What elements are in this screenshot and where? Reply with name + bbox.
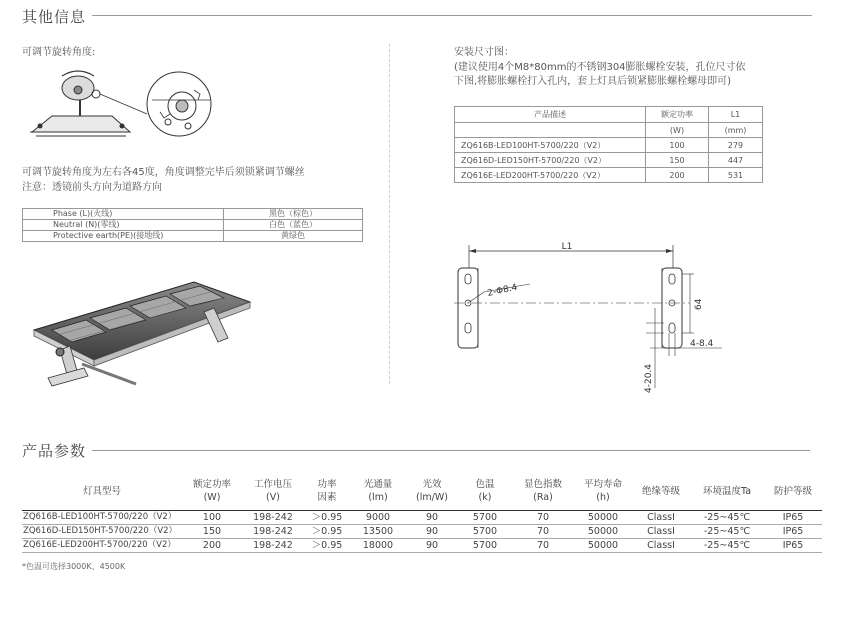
cell-insulation: ClassI bbox=[632, 511, 690, 525]
col-model: 灯具型号 bbox=[22, 472, 182, 511]
size-power: 150 bbox=[646, 153, 709, 168]
angle-title: 可调节旋转角度: bbox=[22, 47, 96, 58]
dim-20-4: 4-20.4 bbox=[644, 363, 654, 393]
size-desc: ZQ616E-LED200HT-5700/220（V2） bbox=[455, 168, 646, 183]
cell-efficacy: 90 bbox=[406, 511, 458, 525]
size-power: 100 bbox=[646, 138, 709, 153]
other-info-title: 其他信息 bbox=[22, 8, 87, 26]
cell-life: 50000 bbox=[574, 525, 632, 539]
product-image bbox=[24, 272, 254, 402]
footnote: *色温可选择3000K、4500K bbox=[22, 562, 126, 571]
size-header-row bbox=[455, 107, 763, 123]
cell-model: ZQ616E-LED200HT-5700/220（V2） bbox=[22, 539, 182, 553]
cell-insulation: ClassI bbox=[632, 525, 690, 539]
size-desc: ZQ616B-LED100HT-5700/220（V2） bbox=[455, 138, 646, 153]
cell-insulation: ClassI bbox=[632, 539, 690, 553]
col-ambient: 环境温度Ta bbox=[690, 472, 764, 511]
size-table bbox=[454, 106, 763, 183]
size-l1: 447 bbox=[709, 153, 763, 168]
hole-dimension: 2-Φ8.4 bbox=[486, 282, 519, 299]
wire-name: Protective earth(PE)(接地线) bbox=[23, 231, 224, 242]
cell-ambient: -25~45℃ bbox=[690, 511, 764, 525]
wiring-row bbox=[23, 220, 363, 231]
col-efficacy: 光效 (lm/W) bbox=[406, 472, 458, 511]
install-line-1: (建议使用4个M8*80mm的不锈钢304膨胀螺栓安装，孔位尺寸依 bbox=[454, 62, 746, 73]
install-line-2: 下图,将膨胀螺栓打入孔内，套上灯具后锁紧膨胀螺栓螺母即可) bbox=[454, 76, 732, 87]
cell-ip: IP65 bbox=[764, 525, 822, 539]
size-l1: 531 bbox=[709, 168, 763, 183]
cell-efficacy: 90 bbox=[406, 525, 458, 539]
params-body bbox=[22, 511, 822, 553]
wiring-row bbox=[23, 231, 363, 242]
direction-notice: 注意：透镜前头方向为道路方向 bbox=[22, 182, 162, 193]
product-params-title: 产品参数 bbox=[22, 442, 87, 460]
angle-note: 可调节旋转角度为左右各45度，角度调整完毕后须锁紧调节螺丝 bbox=[22, 167, 305, 178]
cell-power-factor: ＞0.95 bbox=[304, 511, 350, 525]
cell-power: 150 bbox=[182, 525, 242, 539]
size-unit-l1: (mm) bbox=[709, 123, 763, 138]
cell-cri: 70 bbox=[512, 511, 574, 525]
cell-ip: IP65 bbox=[764, 511, 822, 525]
wire-color: 黑色（棕色） bbox=[224, 209, 363, 220]
col-voltage: 工作电压 (V) bbox=[242, 472, 304, 511]
size-power: 200 bbox=[646, 168, 709, 183]
column-divider bbox=[389, 44, 390, 384]
size-col-l1: L1 bbox=[709, 107, 763, 123]
col-insulation: 绝缘等级 bbox=[632, 472, 690, 511]
cell-flux: 18000 bbox=[350, 539, 406, 553]
rotation-angle-drawing bbox=[22, 64, 222, 148]
size-row bbox=[455, 153, 763, 168]
size-row bbox=[455, 138, 763, 153]
col-cri: 显色指数 (Ra) bbox=[512, 472, 574, 511]
wire-name: Phase (L)(火线) bbox=[23, 209, 224, 220]
col-cct: 色温 (k) bbox=[458, 472, 512, 511]
wire-name: Neutral (N)(零线) bbox=[23, 220, 224, 231]
install-title: 安装尺寸图： bbox=[454, 47, 514, 58]
cell-power-factor: ＞0.95 bbox=[304, 539, 350, 553]
cell-power-factor: ＞0.95 bbox=[304, 525, 350, 539]
wire-color: 白色（蓝色） bbox=[224, 220, 363, 231]
params-table bbox=[22, 472, 822, 553]
cell-ambient: -25~45℃ bbox=[690, 539, 764, 553]
cell-life: 50000 bbox=[574, 539, 632, 553]
l1-label: L1 bbox=[561, 242, 573, 252]
cell-cct: 5700 bbox=[458, 511, 512, 525]
cell-flux: 13500 bbox=[350, 525, 406, 539]
params-row bbox=[22, 525, 822, 539]
cell-ambient: -25~45℃ bbox=[690, 525, 764, 539]
col-life: 平均寿命 (h) bbox=[574, 472, 632, 511]
size-col-power: 额定功率 bbox=[646, 107, 709, 123]
col-power: 额定功率 (W) bbox=[182, 472, 242, 511]
dim-8-4: 4-8.4 bbox=[690, 339, 714, 349]
wiring-row bbox=[23, 209, 363, 220]
cell-life: 50000 bbox=[574, 511, 632, 525]
col-ip: 防护等级 bbox=[764, 472, 822, 511]
installation-drawing bbox=[450, 238, 740, 398]
col-flux: 光通量 (lm) bbox=[350, 472, 406, 511]
cell-ip: IP65 bbox=[764, 539, 822, 553]
cell-model: ZQ616B-LED100HT-5700/220（V2） bbox=[22, 511, 182, 525]
params-header-row bbox=[22, 472, 822, 511]
cell-flux: 9000 bbox=[350, 511, 406, 525]
section-divider bbox=[92, 15, 812, 16]
dim-64: 64 bbox=[694, 298, 704, 310]
size-unit-row bbox=[455, 123, 763, 138]
wiring-table bbox=[22, 208, 363, 242]
cell-voltage: 198-242 bbox=[242, 511, 304, 525]
cell-cct: 5700 bbox=[458, 539, 512, 553]
col-power-factor: 功率 因素 bbox=[304, 472, 350, 511]
cell-cri: 70 bbox=[512, 539, 574, 553]
cell-efficacy: 90 bbox=[406, 539, 458, 553]
size-desc: ZQ616D-LED150HT-5700/220（V2） bbox=[455, 153, 646, 168]
size-unit-power: (W) bbox=[646, 123, 709, 138]
cell-voltage: 198-242 bbox=[242, 539, 304, 553]
size-unit-desc bbox=[455, 123, 646, 138]
size-col-desc: 产品描述 bbox=[455, 107, 646, 123]
section-divider bbox=[92, 450, 810, 451]
wire-color: 黄绿色 bbox=[224, 231, 363, 242]
cell-voltage: 198-242 bbox=[242, 525, 304, 539]
params-row bbox=[22, 511, 822, 525]
cell-power: 200 bbox=[182, 539, 242, 553]
cell-power: 100 bbox=[182, 511, 242, 525]
cell-cct: 5700 bbox=[458, 525, 512, 539]
cell-cri: 70 bbox=[512, 525, 574, 539]
params-row bbox=[22, 539, 822, 553]
size-row bbox=[455, 168, 763, 183]
size-l1: 279 bbox=[709, 138, 763, 153]
cell-model: ZQ616D-LED150HT-5700/220（V2） bbox=[22, 525, 182, 539]
